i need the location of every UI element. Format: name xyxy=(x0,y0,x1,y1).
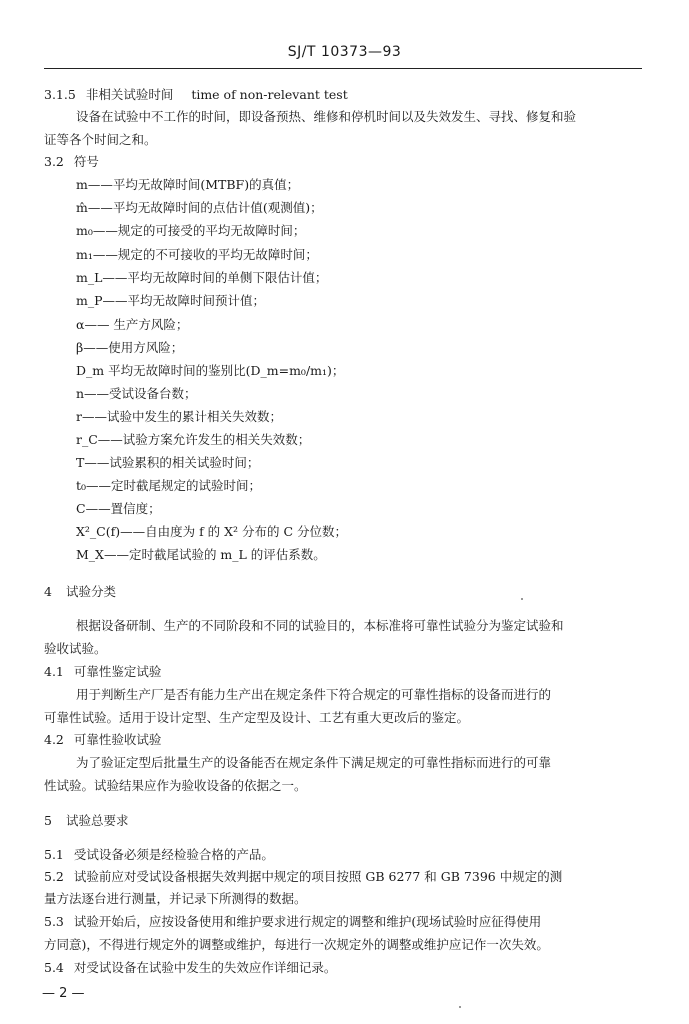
section-3-1-5-heading xyxy=(44,86,348,104)
symbol-item: m̂——平均无故障时间的点估计值(观测值)； xyxy=(76,200,323,215)
paragraph-line: 对受试设备在试验中发生的失效应作详细记录。 xyxy=(73,960,337,975)
symbol-item: α—— 生产方风险； xyxy=(76,317,189,332)
paragraph-line: 为了验证定型后批量生产的设备能否在规定条件下满足规定的可靠性指标而进行的可靠 xyxy=(76,755,552,770)
paragraph-line: 用于判断生产厂是否有能力生产出在规定条件下符合规定的可靠性指标的设备而进行的 xyxy=(76,687,552,702)
section-number: 3.2 xyxy=(44,154,64,169)
section-4-1-heading xyxy=(44,663,161,681)
section-number: 5.3 xyxy=(44,914,64,929)
scan-speck xyxy=(521,598,523,600)
page-number: — 2 — xyxy=(42,986,85,1001)
clause-5-2 xyxy=(44,868,562,886)
section-title: 非相关试验时间 xyxy=(85,87,174,102)
section-number: 5.2 xyxy=(44,869,64,884)
symbol-item: m₁——规定的不可接收的平均无故障时间； xyxy=(76,247,318,262)
symbol-item: m_L——平均无故障时间的单侧下限估计值； xyxy=(76,270,328,285)
section-4-heading xyxy=(44,583,116,601)
paragraph-line: 量方法逐台进行测量，并记录下所测得的数据。 xyxy=(44,891,307,906)
symbol-item: m₀——规定的可接受的平均无故障时间； xyxy=(76,223,306,238)
section-3-2-heading xyxy=(44,153,99,171)
clause-5-3 xyxy=(44,913,541,931)
paragraph-line: 试验前应对受试设备根据失效判据中规定的项目按照 GB 6277 和 GB 7396 中规定的测 xyxy=(73,869,563,884)
section-number: 5.4 xyxy=(44,960,64,975)
symbol-item: r_C——试验方案允许发生的相关失效数； xyxy=(76,432,311,447)
section-5-heading xyxy=(44,812,128,830)
clause-5-1 xyxy=(44,846,274,864)
paragraph-line: 根据设备研制、生产的不同阶段和不同的试验目的，本标准将可靠性试验分为鉴定试验和 xyxy=(76,618,564,633)
paragraph-line: 受试设备必须是经检验合格的产品。 xyxy=(73,847,274,862)
paragraph-line: 可靠性试验。适用于设计定型、生产定型及设计、工艺有重大更改后的鉴定。 xyxy=(44,710,470,725)
section-4-2-heading xyxy=(44,731,161,749)
header-rule xyxy=(44,68,642,69)
paragraph-line: 性试验。试验结果应作为验收设备的依据之一。 xyxy=(44,778,307,793)
symbol-item: D_m 平均无故障时间的鉴别比(D_m=m₀/m₁)； xyxy=(76,363,345,378)
paragraph-line: 证等各个时间之和。 xyxy=(44,132,157,147)
symbol-item: m——平均无故障时间(MTBF)的真值； xyxy=(76,177,300,192)
section-number: 3.1.5 xyxy=(44,87,76,102)
section-title: 可靠性鉴定试验 xyxy=(73,664,162,679)
symbol-item: T——试验累积的相关试验时间； xyxy=(76,455,260,470)
section-title-english: time of non-relevant test xyxy=(191,87,348,102)
paragraph-line: 验收试验。 xyxy=(44,641,107,656)
symbol-item: n——受试设备台数； xyxy=(76,386,197,401)
symbol-item: t₀——定时截尾规定的试验时间； xyxy=(76,478,262,493)
scan-speck xyxy=(459,1006,461,1008)
section-number: 4.2 xyxy=(44,732,64,747)
clause-5-4 xyxy=(44,959,336,977)
section-number: 4 xyxy=(44,584,52,599)
section-number: 4.1 xyxy=(44,664,64,679)
section-number: 5.1 xyxy=(44,847,64,862)
section-title: 试验总要求 xyxy=(65,813,129,828)
section-title: 试验分类 xyxy=(65,584,116,599)
section-number: 5 xyxy=(44,813,52,828)
standard-code: SJ/T 10373—93 xyxy=(287,44,402,60)
symbol-item: M_X——定时截尾试验的 m_L 的评估系数。 xyxy=(76,547,326,562)
symbol-item: r——试验中发生的累计相关失效数； xyxy=(76,409,282,424)
section-title: 可靠性验收试验 xyxy=(73,732,162,747)
symbol-item: X²_C(f)——自由度为 f 的 X² 分布的 C 分位数； xyxy=(76,524,348,539)
paragraph-line: 方同意)，不得进行规定外的调整或维护，每进行一次规定外的调整或维护应记作一次失效。 xyxy=(44,937,549,952)
symbol-item: C——置信度； xyxy=(76,501,161,516)
section-title: 符号 xyxy=(73,154,99,169)
paragraph-line: 试验开始后，应按设备使用和维护要求进行规定的调整和维护(现场试验时应征得使用 xyxy=(73,914,542,929)
symbol-item: m_P——平均无故障时间预计值； xyxy=(76,293,266,308)
paragraph-line: 设备在试验中不工作的时间，即设备预热、维修和停机时间以及失效发生、寻找、修复和验 xyxy=(76,109,577,124)
symbol-item: β——使用方风险； xyxy=(76,340,184,355)
